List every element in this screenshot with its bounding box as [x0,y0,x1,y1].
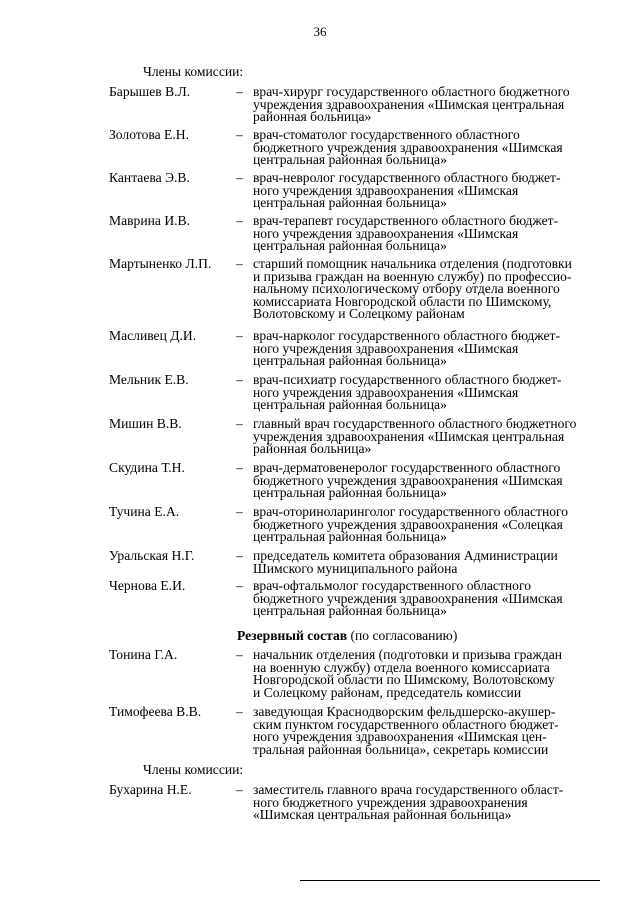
person-position [253,418,605,456]
position-line: центральная районная больница» [253,529,447,545]
position-line: Новгородской области по Шимскому, Волотовскому [253,672,555,688]
person-position [253,580,605,618]
dash-separator: – [236,213,243,228]
person-position [253,550,605,575]
dash-separator: – [236,127,243,142]
position-line: врач-оториноларинголог государственного областного [253,504,569,519]
person-name: Чернова Е.И. [109,578,186,593]
person-name: Скудина Т.Н. [109,460,185,475]
position-line: и призыва граждан на военную службу) по профессио- [253,268,572,284]
position-line: центральная районная больница» [253,485,447,501]
position-line: районная больница» [253,441,372,457]
person-position [253,215,605,253]
person-position [253,462,605,500]
position-line: врач-хирург государственного областного бюджетного [253,84,570,99]
position-line: бюджетного учреждения здравоохранения «Шимская [253,139,563,155]
person-name: Кантаева Э.В. [109,170,190,185]
position-line: бюджетного учреждения здравоохранения «Солецкая [253,516,563,532]
position-line: бюджетного учреждения здравоохранения «Шимская [253,472,563,488]
position-line: на военную службу) отдела военного комиссариата [253,659,550,675]
person-position [253,649,605,699]
position-line: «Шимская центральная районная больница» [253,807,512,823]
person-position [253,374,605,412]
dash-separator: – [236,460,243,475]
members-label: Члены комиссии: [143,64,244,79]
person-name: Тимофеева В.В. [109,704,202,719]
position-line: учреждения здравоохранения «Шимская центральная [253,96,565,112]
position-line: ного учреждения здравоохранения «Шимская [253,225,519,241]
reserve-heading-note: (по согласованию) [347,628,458,643]
person-name: Мартыненко Л.П. [109,256,212,271]
position-line: заместитель главного врача государственного област- [253,782,564,797]
person-position [253,129,605,167]
position-line: начальник отделения (подготовки и призыва граждан [253,647,563,662]
person-name: Тучина Е.А. [109,504,180,519]
position-line: комиссариата Новгородской области по Шимскому, [253,293,552,309]
reserve-heading-bold: Резервный состав [237,628,348,643]
position-line: центральная районная больница» [253,152,447,168]
person-position [253,706,605,756]
position-line: тральная районная больница», секретарь комиссии [253,741,549,757]
position-line: старший помощник начальника отделения (подготовки [253,256,572,271]
dash-separator: – [236,170,243,185]
person-position [253,258,605,321]
position-line: ного учреждения здравоохранения «Шимская [253,384,519,400]
position-line: заведующая Краснодворским фельдшерско-акушер- [253,704,556,719]
position-line: врач-дерматовенеролог государственного областного [253,460,561,475]
position-line: Волотовскому и Солецкому районам [253,306,465,322]
person-position [253,86,605,124]
dash-separator: – [236,372,243,387]
position-line: бюджетного учреждения здравоохранения «Шимская [253,590,563,606]
footer-rule [300,880,600,881]
position-line: и Солецкому районам, председатель комиссии [253,684,522,700]
person-name: Барышев В.Л. [109,84,191,99]
person-name: Маврина И.В. [109,213,190,228]
dash-separator: – [236,782,243,797]
reserve-members-label: Члены комиссии: [143,762,244,777]
position-line: центральная районная больница» [253,238,447,254]
position-line: центральная районная больница» [253,603,447,619]
position-line: ного учреждения здравоохранения «Шимская цен- [253,729,547,745]
dash-separator: – [236,578,243,593]
dash-separator: – [236,647,243,662]
position-line: центральная районная больница» [253,353,447,369]
position-line: районная больница» [253,109,372,125]
position-line: врач-невролог государственного областного бюджет- [253,170,561,185]
position-line: центральная районная больница» [253,195,447,211]
dash-separator: – [236,84,243,99]
position-line: врач-психиатр государственного областного бюджет- [253,372,562,387]
person-name: Мельник Е.В. [109,372,189,387]
person-name: Уральская Н.Г. [109,548,195,563]
position-line: ного учреждения здравоохранения «Шимская [253,340,519,356]
position-line: председатель комитета образования Администрации [253,548,558,563]
position-line: ного учреждения здравоохранения «Шимская [253,182,519,198]
position-line: ного бюджетного учреждения здравоохранения [253,794,528,810]
position-line: врач-нарколог государственного областного бюджет- [253,328,560,343]
position-line: учреждения здравоохранения «Шимская центральная [253,428,565,444]
position-line: врач-терапевт государственного областного бюджет- [253,213,559,228]
dash-separator: – [236,548,243,563]
position-line: ским пунктом государственного областного бюджет- [253,716,559,732]
person-position [253,506,605,544]
person-name: Тонина Г.А. [109,647,178,662]
dash-separator: – [236,504,243,519]
position-line: врач-стоматолог государственного областного [253,127,520,142]
position-line: врач-офтальмолог государственного областного [253,578,532,593]
dash-separator: – [236,256,243,271]
position-line: центральная районная больница» [253,397,447,413]
person-name: Бухарина Н.Е. [109,782,192,797]
person-position [253,330,605,368]
dash-separator: – [236,328,243,343]
person-name: Масливец Д.И. [109,328,197,343]
position-line: нальному психологическому отбору отдела военного [253,281,560,297]
position-line: главный врач государственного областного бюджетного [253,416,577,431]
dash-separator: – [236,416,243,431]
reserve-heading [237,630,457,643]
person-position [253,784,605,822]
person-position [253,172,605,210]
person-name: Золотова Е.Н. [109,127,189,142]
dash-separator: – [236,704,243,719]
person-name: Мишин В.В. [109,416,182,431]
page-number: 36 [313,24,327,39]
position-line: Шимского муниципального района [253,560,458,576]
